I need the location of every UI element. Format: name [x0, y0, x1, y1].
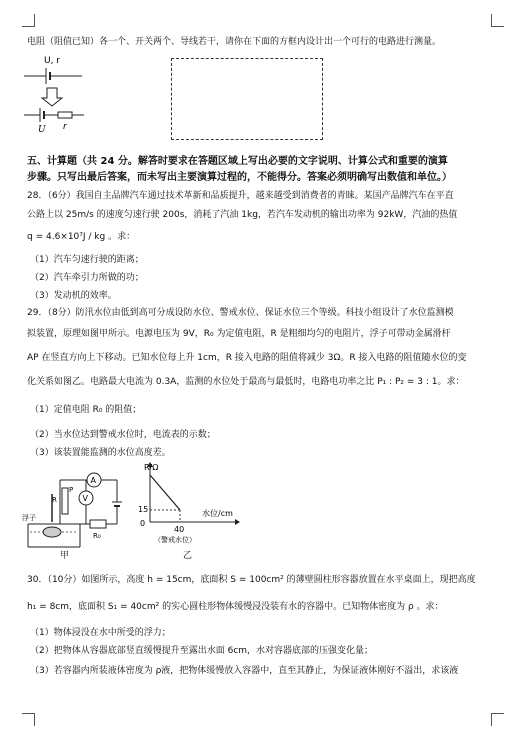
arrow-down-icon [42, 88, 62, 106]
resistor-strip [62, 488, 68, 514]
q29-line1: 29．（8分）防汛水位由低到高可分成设防水位、警戒水位、保证水位三个等级。科技小组设计了水位监测模 [27, 308, 454, 318]
q28-line2: 公路上以 25m/s 的速度匀速行驶 200s，消耗了汽油 1kg，若汽车发动机的输出功率为 92kW，汽油的热值 [27, 210, 458, 220]
y-tick-15: 15 [138, 505, 149, 514]
q29-line2: 拟装置，原理如图甲所示。电源电压为 9V，R₀ 为定值电阻，R 是粗细均匀的电阻片，浮子可带动金属滑杆 [27, 329, 451, 339]
q30-item-3: （3）若容器内所装液体密度为 ρ液，把物体缓慢放入容器中，直至其静止，为保证液体刚好不溢出，求该液 [30, 666, 459, 676]
page-corner-mark [22, 713, 35, 726]
battery-top-label: U, r [44, 56, 61, 66]
q29-line4: 化关系如图乙。电路最大电流为 0.3A，监测的水位处于最高与最低时，电路电功率之比 P₁ : P₂ = 3 : 1。求： [27, 377, 465, 387]
q28-line3: q = 4.6×10⁷J / kg 。求： [27, 232, 136, 242]
x-axis-arrow-icon [235, 519, 240, 525]
page-corner-mark [491, 713, 504, 726]
y-tick-0: 0 [140, 519, 146, 528]
q29-item-1: （1）定值电阻 R₀ 的阻值； [30, 405, 142, 415]
q29-item-2: （2）当水位达到警戒水位时，电流表的示数； [30, 430, 216, 440]
q28-item-3: （3）发动机的效率。 [30, 291, 117, 301]
q29-line3: AP 在竖直方向上下移动。已知水位每上升 1cm，R 接入电路的阻值将减少 3Ω。R 接入电路的阻值随水位的变 [27, 353, 467, 363]
r0-label: R₀ [93, 532, 101, 540]
answer-box [171, 58, 323, 140]
section-heading-line1: 五、计算题（共 24 分。解答时要求在答题区域上写出必要的文字说明、计算公式和重要的演算 [27, 156, 448, 167]
resistance-label: r [63, 122, 67, 132]
q28-item-1: （1）汽车匀速行驶的距离； [30, 255, 144, 265]
figure-jia-caption: 甲 [60, 551, 70, 561]
figure-yi-graph [130, 460, 240, 550]
r-level-line [150, 475, 180, 510]
battery-symbol-diagram [22, 52, 92, 137]
q29-item-3: （3）该装置能监测的水位高度差。 [30, 448, 171, 458]
svg-text:V: V [82, 494, 88, 503]
q30-item-2: （2）把物体从容器底部竖直缓慢提升至露出水面 6cm，水对容器底部的压强变化量； [30, 646, 374, 656]
section-heading-line2: 步骤。只写出最后答案，而未写出主要演算过程的，不能得分。答案必须明确写出数值和单位。） [27, 172, 452, 183]
warning-level-label: （警戒水位） [154, 536, 196, 544]
voltage-label: U [38, 125, 46, 135]
figure-yi-caption: 乙 [183, 551, 193, 561]
q30-line2: h₁ = 8cm，底面积 S₁ = 40cm² 的实心圆柱形物体缓慢浸没装有水的容器中。已知物体密度为 ρ 。求： [27, 602, 444, 612]
q28-item-2: （2）汽车牵引力所做的功； [30, 273, 144, 283]
x-tick-40: 40 [174, 525, 185, 534]
q30-line1: 30．（10分）如图所示，高度 h = 15cm，底面积 S = 100cm² 的薄壁圆柱形容器放置在水平桌面上，现把高度 [27, 575, 476, 585]
page-corner-mark [491, 14, 504, 27]
q28-line1: 28．（6分）我国自主品牌汽车通过技术革新和品质提升，越来越受到消费者的青睐。某国产品牌汽车在平直 [27, 191, 454, 201]
figure-jia-circuit [22, 462, 142, 557]
x-axis-label: 水位/cm [202, 509, 233, 518]
page-corner-mark [22, 14, 35, 27]
svg-text:A: A [90, 476, 96, 485]
float-buoy [43, 527, 61, 537]
intro-text: 电阻（阻值已知）各一个、开关两个、导线若干，请你在下面的方框内设计出一个可行的电路进行测量。 [27, 37, 442, 47]
svg-text:P: P [69, 486, 74, 494]
float-label: 浮子 [22, 514, 36, 522]
fixed-resistor-symbol [90, 520, 106, 528]
y-axis-label: R/Ω [144, 463, 159, 472]
internal-resistor-symbol [58, 112, 72, 118]
q30-item-1: （1）物体浸没在水中所受的浮力； [30, 628, 171, 638]
svg-text:R: R [52, 496, 57, 504]
